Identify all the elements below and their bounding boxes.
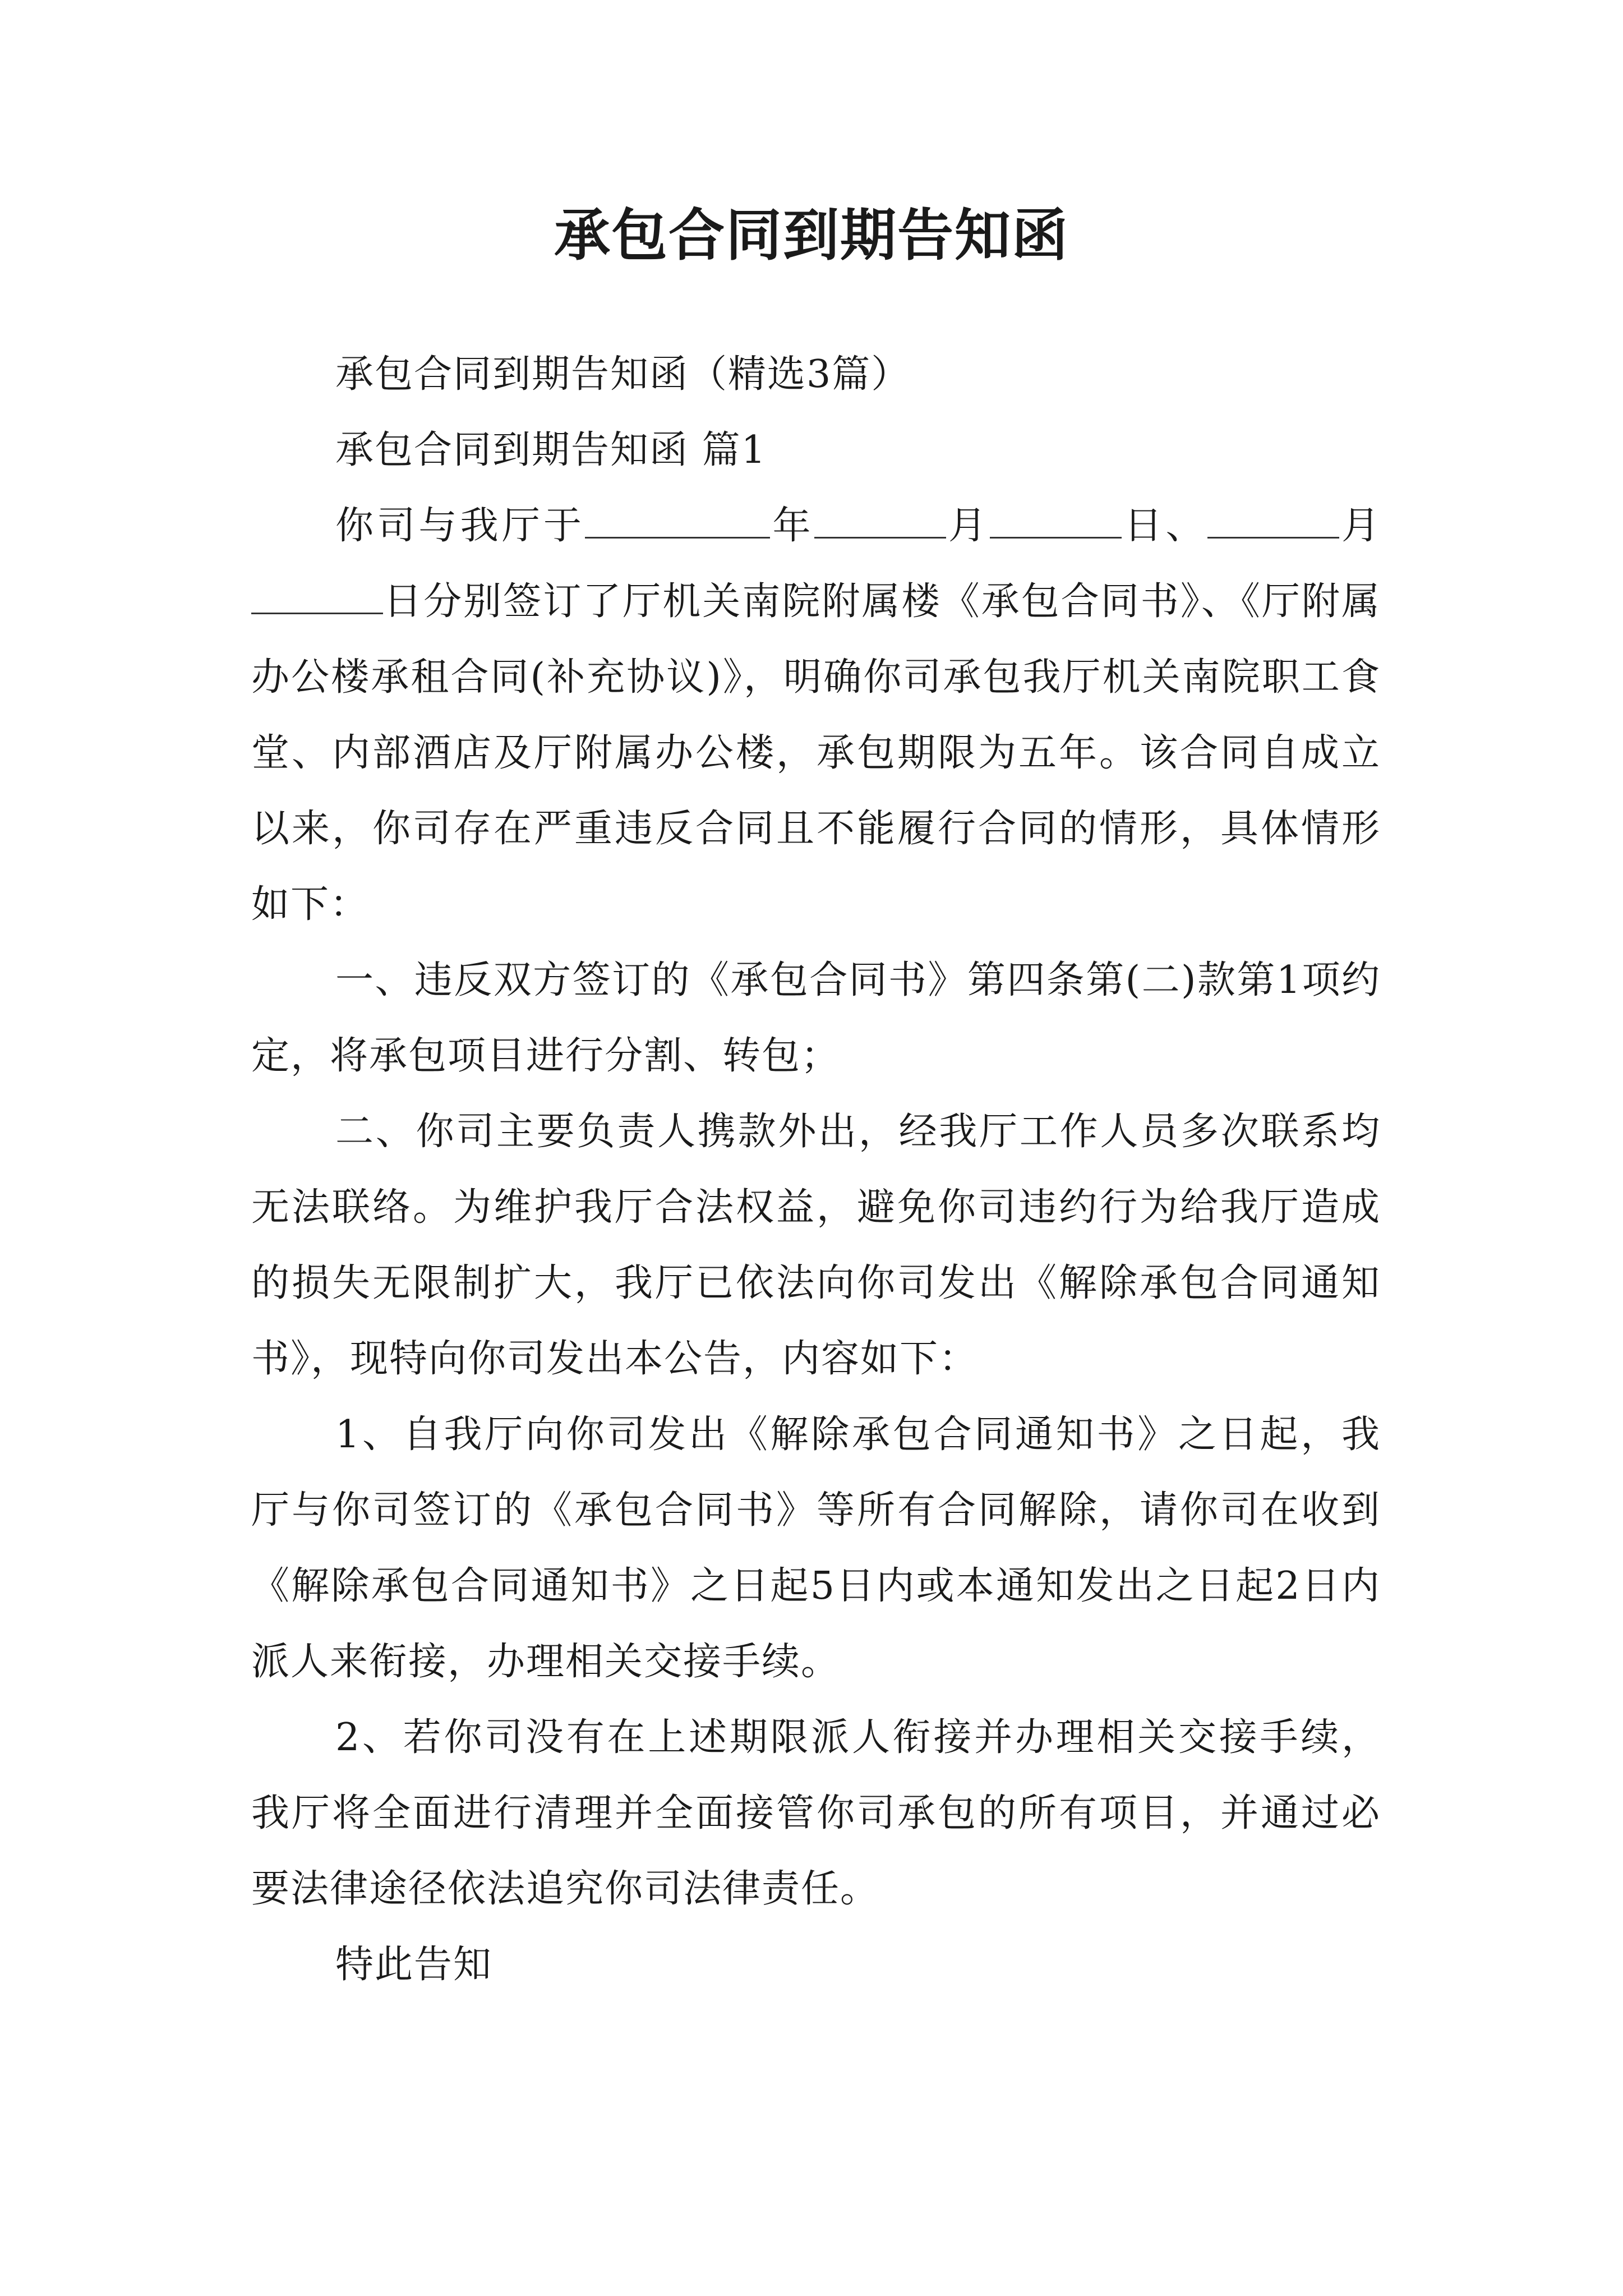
intro-text-5: 月 bbox=[1339, 504, 1381, 548]
document-title: 承包合同到期告知函 bbox=[554, 203, 1069, 268]
closing-line: 特此告知 bbox=[335, 1943, 493, 1987]
item-two-paragraph: 二、你司主要负责人携款外出，经我厅工作人员多次联系均无法联络。为维护我厅合法权益，避免你司违约行为给我厅造成的损失无限制扩大，我厅已依法向你司发出《解除承包合同通知书》，现特向你司发出本公告，内容如下： bbox=[251, 1110, 1381, 1381]
clause-one-paragraph: 1、自我厅向你司发出《解除承包合同通知书》之日起，我厅与你司签订的《承包合同书》等所有合同解除，请你司在收到《解除承包合同通知书》之日起5日内或本通知发出之日起2日内派人来衔接，办理相关交接手续。 bbox=[251, 1412, 1381, 1684]
intro-text-6: 日分别签订了厅机关南院附属楼《承包合同书》、《厅附属办公楼承租合同(补充协议)》，明确你司承包我厅机关南院职工食堂、内部酒店及厅附属办公楼，承包期限为五年。该合同自成立以来，你司存在严重违反合同且不能履行合同的情形，具体情形如下： bbox=[251, 579, 1381, 927]
intro-text-3: 月 bbox=[946, 504, 990, 548]
intro-paragraph bbox=[251, 488, 1381, 942]
intro-text-2: 年 bbox=[770, 504, 814, 548]
section-heading: 承包合同到期告知函 篇1 bbox=[335, 428, 767, 472]
clause-two-paragraph: 2、若你司没有在上述期限派人衔接并办理相关交接手续，我厅将全面进行清理并全面接管你司承包的所有项目，并通过必要法律途径依法追究你司法律责任。 bbox=[251, 1715, 1381, 1911]
second-month-blank bbox=[1207, 503, 1339, 539]
year-blank bbox=[585, 503, 770, 539]
second-day-blank bbox=[251, 579, 383, 614]
document-body bbox=[251, 337, 1381, 2003]
intro-text-4: 日、 bbox=[1122, 504, 1207, 548]
day-blank bbox=[990, 503, 1122, 539]
month-blank bbox=[814, 503, 946, 539]
intro-text-1: 你司与我厅于 bbox=[335, 504, 585, 548]
subtitle-line: 承包合同到期告知函（精选3篇） bbox=[335, 352, 911, 397]
item-one-paragraph: 一、违反双方签订的《承包合同书》第四条第(二)款第1项约定，将承包项目进行分割、转包； bbox=[251, 958, 1381, 1078]
